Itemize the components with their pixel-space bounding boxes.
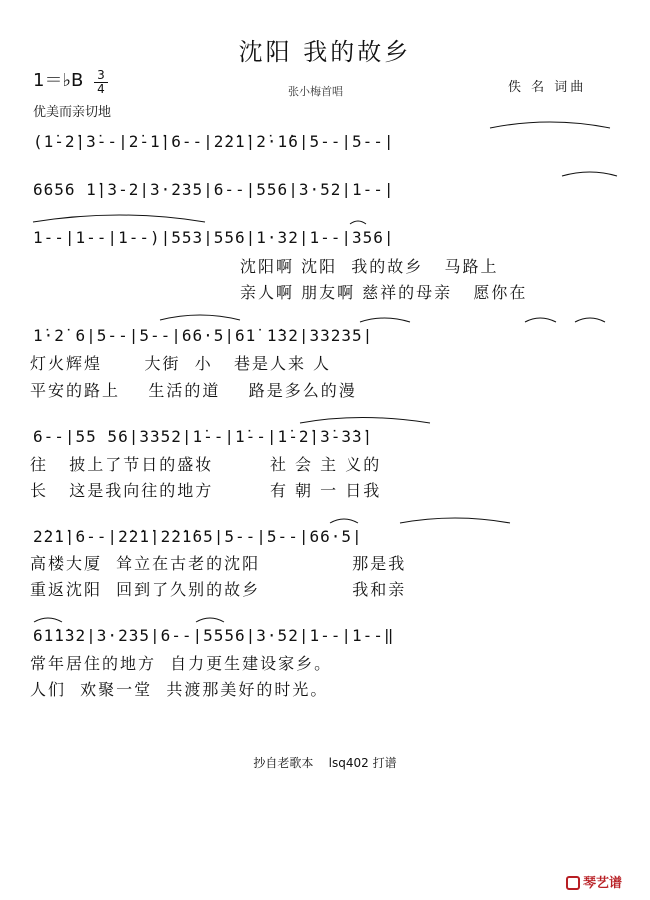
notation-row-5: 6--|55 56|3352|1̇--|1̇--|1̇-2̇|3̇-3̇3̇| — [33, 429, 374, 445]
slur-mark — [400, 518, 510, 523]
lyric-line-7-2: 人们 欢聚一堂 共渡那美好的时光。 — [30, 680, 329, 699]
slur-mark — [350, 221, 366, 224]
slur-mark — [160, 315, 240, 320]
lyric-line-4-1: 灯火辉煌 大街 小 巷是人来 人 — [30, 354, 332, 373]
logo-text: 琴艺谱 — [583, 876, 623, 891]
lyric-line-3-1: 沈阳啊 沈阳 我的故乡 马路上 — [240, 257, 499, 276]
lyric-line-4-2: 平安的路上 生活的道 路是多么的漫 — [30, 381, 357, 400]
slur-mark — [330, 519, 358, 523]
notation-row-2: 6656 1̇|3-2|3·235|6--|556|3·52|1--| — [33, 182, 395, 198]
slur-mark — [300, 418, 430, 424]
transcription-credit: 抄自老歌本 lsq402 打谱 — [253, 756, 397, 770]
slur-mark — [360, 318, 410, 322]
site-logo — [566, 872, 622, 891]
slur-mark — [34, 618, 62, 622]
slur-mark — [525, 318, 556, 322]
notation-row-7: 61̇1̇32|3·235|6--|5556|3·52|1--|1--‖ — [33, 628, 395, 644]
lyric-line-6-2: 重返沈阳 回到了久别的故乡 我和亲 — [30, 580, 407, 599]
notation-row-4: 1̇·2̇ 6|5--|5--|66·5|61̇ 1̇32|33235| — [33, 328, 374, 344]
slur-mark — [196, 618, 224, 622]
lyric-line-3-2: 亲人啊 朋友啊 慈祥的母亲 愿你在 — [240, 283, 528, 302]
notation-row-6: 2̇2̇1̇|6--|2̇2̇1̇|2̇2̇1̇65|5--|5--|66·5| — [33, 529, 363, 545]
lyric-line-5-1: 往 披上了节日的盛妆 社 会 主 义的 — [30, 455, 382, 474]
lyric-line-5-2: 长 这是我向往的地方 有 朝 一 日我 — [30, 481, 382, 500]
lyric-line-7-1: 常年居住的地方 自力更生建设家乡。 — [30, 654, 333, 673]
time-signature-bottom: 4 — [97, 82, 105, 96]
singer-credit: 张小梅首唱 — [288, 85, 343, 98]
time-signature-top: 3 — [97, 68, 105, 82]
song-title: 沈阳 我的故乡 — [238, 38, 412, 66]
slur-mark — [575, 318, 605, 322]
piano-key-icon — [566, 876, 580, 890]
time-signature — [94, 70, 108, 95]
key-signature: 1＝♭B — [33, 70, 84, 91]
lyric-line-6-1: 高楼大厦 耸立在古老的沈阳 那是我 — [30, 554, 407, 573]
expression-marking: 优美而亲切地 — [33, 105, 112, 120]
notation-row-3: 1--|1--|1--)|553|556|1·32|1--|356| — [33, 230, 395, 246]
notation-row-1: (1̇-2̇|3̇--|2̇-1̇|6--|2̇2̇1̇|2̇·1̇6|5--|5--| — [33, 134, 395, 150]
composer-credit: 佚 名 词曲 — [508, 80, 587, 95]
slur-mark — [33, 215, 205, 222]
slur-mark — [562, 172, 617, 176]
slur-mark — [490, 122, 610, 128]
